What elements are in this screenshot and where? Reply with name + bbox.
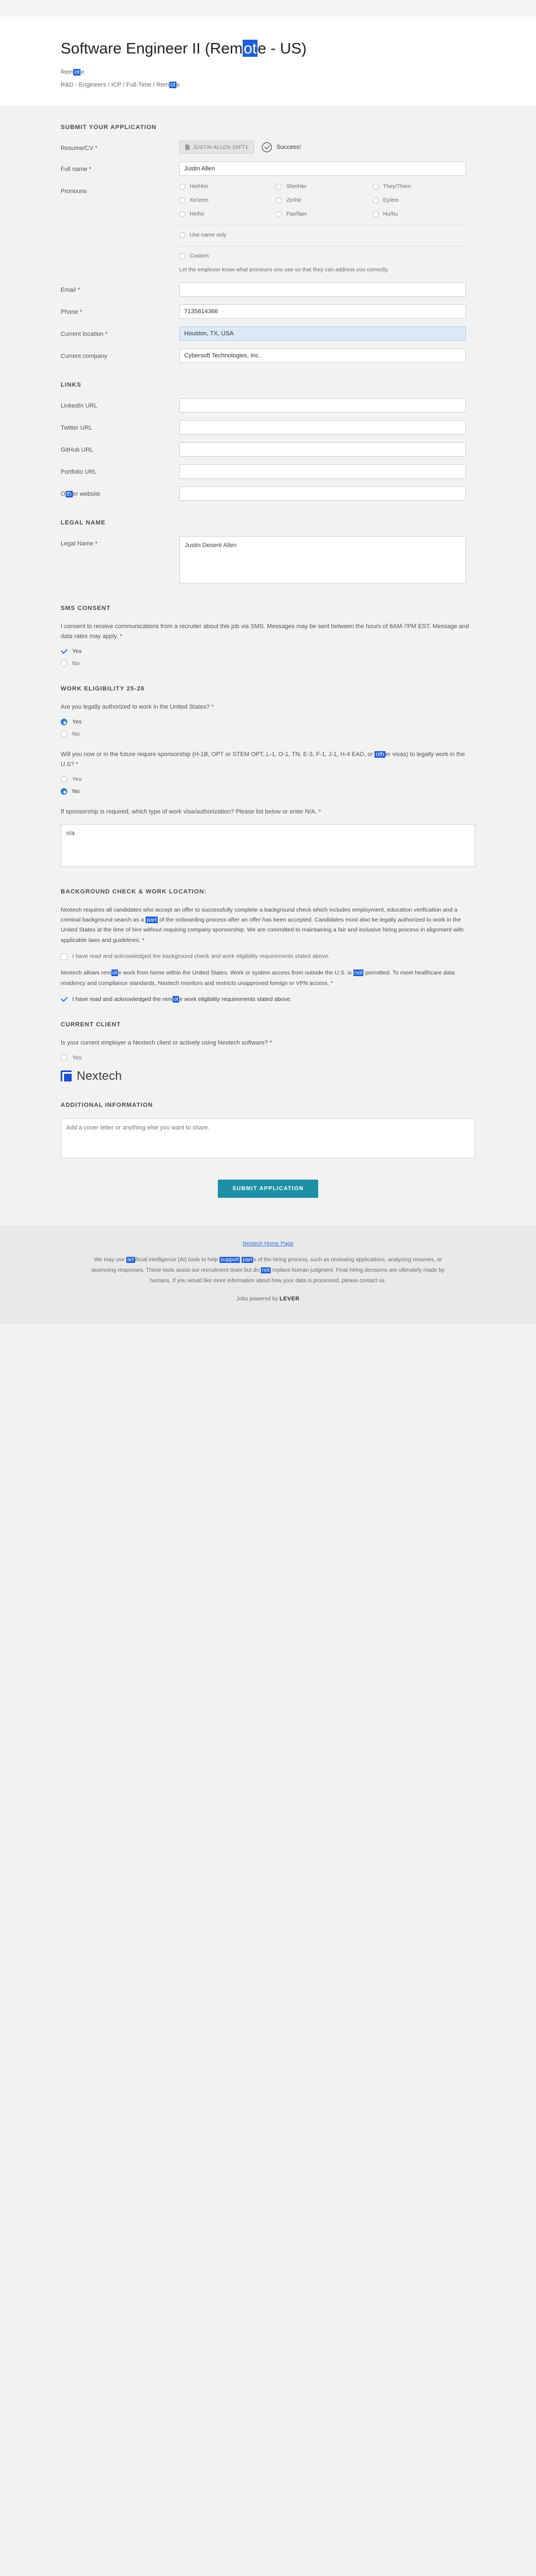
- acknowledgement-2-label: [72, 996, 292, 1003]
- divider: [179, 246, 466, 247]
- option-label: Yes: [72, 776, 82, 783]
- other-website-control: [179, 486, 466, 501]
- legal-name-control: [179, 536, 466, 586]
- ack2-highlight: ot: [173, 995, 179, 1003]
- bg-para2-highlight-2: not: [354, 970, 363, 977]
- job-title-part2: e - US): [258, 40, 307, 57]
- section-title-work-eligibility: WORK ELIGIBILITY 25-26: [61, 685, 145, 693]
- pronoun-option-she-her[interactable]: [276, 184, 369, 190]
- job-title-part1: Software Engineer II (Rem: [61, 40, 243, 57]
- pronoun-option-name-only[interactable]: [179, 232, 466, 238]
- current-client-block: [61, 1038, 475, 1083]
- work-eligibility-block: [61, 702, 475, 870]
- job-breadcrumb-highlight: ot: [170, 81, 176, 88]
- pronouns-label: Pronouns: [61, 188, 87, 195]
- legal-name-textarea[interactable]: [179, 536, 466, 583]
- linkedin-label: LinkedIn URL: [61, 402, 98, 409]
- footer-ai-disclosure: [83, 1255, 453, 1286]
- other-website-input[interactable]: [179, 486, 466, 501]
- footer-text-mid4: replace human judgment. Final hiring decisions are ultimately made by humans. If you would like more information about how your data is processed, please contact us.: [149, 1267, 445, 1284]
- bg-para1-pre: Nextech requires all candidates who accept an offer to successfully complete a background check which includes employment, education verification and a criminal background search as a: [61, 906, 458, 923]
- resume-required: *: [95, 144, 98, 152]
- work-eligibility-q1-options: [61, 719, 475, 737]
- bg-para1-post: of the onboarding process after an offer has been accepted. Candidates must also be legally authorized to work in the United States at the time of hire without requiring company sponsorship. We are committed to maintaining a fair and inclusive hiring process in alignment with applicable laws and guidelines. *: [61, 917, 464, 944]
- nextech-logo: [61, 1069, 475, 1083]
- legal-name-label-text: Legal Name: [61, 540, 94, 547]
- q2-pre: Will you now or in the future require sponsorship (H-1B, OPT or STEM OPT, L-1, O-1, TN, E-3, F-1, J-1, H-4 EAD, or: [61, 751, 375, 758]
- sms-consent-option-label: Yes: [72, 648, 82, 655]
- work-eligibility-q3: If sponsorship is required, which type of work visa/authorization? Please list below or enter N/A. *: [61, 808, 321, 816]
- section-title-legal-name: LEGAL NAME: [61, 519, 106, 526]
- powered-by: [83, 1296, 453, 1302]
- current-location-input[interactable]: [179, 326, 466, 341]
- footer-text-pre: We may use: [94, 1257, 126, 1263]
- submit-application-button[interactable]: SUBMIT APPLICATION: [218, 1180, 318, 1198]
- footer-highlight-3: part: [243, 1257, 253, 1263]
- pronoun-option-fae-faer[interactable]: [276, 211, 369, 217]
- linkedin-input[interactable]: [179, 398, 466, 413]
- nextech-logo-icon: [61, 1070, 72, 1081]
- pronoun-option-they-them[interactable]: [373, 184, 466, 190]
- field-twitter: [61, 420, 475, 435]
- pronoun-option-label: Ey/em: [383, 197, 399, 203]
- divider: [179, 225, 466, 226]
- bg-para2-mid: e work from home within the United States. Work or system access from outside the U.S. is: [118, 970, 353, 977]
- sms-consent-option-no[interactable]: [61, 660, 475, 667]
- current-location-label: [61, 326, 179, 339]
- fullname-required: *: [89, 165, 92, 173]
- field-legal-name: [61, 536, 475, 586]
- pronoun-option-label: Hu/hu: [383, 211, 398, 217]
- pronoun-option-xe-xem[interactable]: [179, 197, 272, 203]
- field-email: [61, 282, 475, 297]
- nextech-logo-text: Nextech: [77, 1069, 122, 1083]
- current-client-options: [61, 1054, 475, 1061]
- footer-highlight-4: not: [262, 1267, 270, 1274]
- current-location-required: *: [105, 330, 108, 338]
- option-label: No: [72, 731, 80, 738]
- top-strip: [0, 0, 536, 17]
- check-circle-icon: [262, 142, 272, 152]
- checkbox-icon[interactable]: [179, 197, 185, 203]
- resume-control: [179, 141, 466, 154]
- job-breadcrumb: [61, 79, 475, 91]
- other-website-label-highlight: th: [66, 490, 72, 497]
- option-label: No: [72, 788, 80, 795]
- twitter-label: Twitter URL: [61, 424, 93, 431]
- work-eligibility-q1-no[interactable]: [61, 731, 475, 737]
- background-check-acknowledgement-1[interactable]: [61, 953, 475, 960]
- radio-icon[interactable]: [61, 788, 67, 795]
- checkbox-icon[interactable]: [373, 197, 379, 203]
- legal-name-label: [61, 536, 179, 549]
- twitter-control: [179, 420, 466, 435]
- pronoun-option-label: Fae/faer: [286, 211, 307, 217]
- bg-para1-highlight: part: [147, 917, 157, 923]
- powered-by-label: Jobs powered by: [236, 1296, 278, 1303]
- section-title-links: LINKS: [61, 381, 82, 388]
- pronoun-options-grid: [179, 184, 466, 217]
- background-check-paragraph-1: [61, 905, 475, 946]
- other-website-label-pre: O: [61, 490, 66, 497]
- job-meta: [61, 67, 475, 91]
- pronoun-option-ze-hir[interactable]: [276, 197, 369, 203]
- section-title-submit-application: SUBMIT YOUR APPLICATION: [61, 124, 157, 131]
- pronoun-option-label: She/Her: [286, 183, 307, 190]
- resume-status-text: Success!: [276, 143, 301, 151]
- resume-filename: JUSTIN-ALLEN-S0FT1: [193, 144, 249, 150]
- pronouns-help-text: Let the employer know what pronouns you use so that they can address you correctly.: [179, 266, 389, 273]
- sms-consent-option-yes[interactable]: [61, 648, 475, 655]
- field-fullname: [61, 162, 475, 176]
- checkbox-icon[interactable]: [179, 253, 185, 259]
- resume-box: [179, 141, 466, 154]
- lever-logo[interactable]: LEVER: [280, 1296, 300, 1303]
- pronoun-option-custom[interactable]: [179, 253, 466, 259]
- pronoun-option-label: He/Him: [190, 183, 208, 190]
- job-title-highlight: ot: [243, 40, 257, 57]
- github-input[interactable]: [179, 442, 466, 457]
- checkbox-icon[interactable]: [276, 211, 282, 217]
- resume-label-text: Resume/CV: [61, 144, 94, 152]
- fullname-control: [179, 162, 466, 176]
- background-check-acknowledgement-2[interactable]: [61, 996, 475, 1003]
- resume-upload-status: [262, 142, 301, 152]
- pronoun-option-hir-hir[interactable]: [179, 211, 272, 217]
- resume-label: [61, 141, 179, 153]
- footer-highlight-1: art: [127, 1257, 134, 1263]
- check-icon: [61, 648, 67, 655]
- phone-required: *: [79, 308, 83, 315]
- work-eligibility-q2-options: [61, 776, 475, 795]
- job-breadcrumb-pre: R&D - Engineers / ICP / Full-Time / Rem: [61, 81, 169, 88]
- background-check-paragraph-2: [61, 968, 475, 988]
- phone-label: [61, 304, 179, 317]
- current-location-control: [179, 326, 466, 341]
- sms-consent-options: [61, 648, 475, 667]
- acknowledgement-1-label: I have read and acknowledged the background check and work eligibility requirements stated above.: [72, 953, 330, 960]
- section-title-current-client: CURRENT CLIENT: [61, 1021, 121, 1028]
- current-company-input[interactable]: [179, 349, 466, 363]
- job-breadcrumb-post: e: [176, 81, 180, 88]
- work-eligibility-q1: Are you legally authorized to work in the United States? *: [61, 704, 214, 711]
- sponsorship-textarea[interactable]: [61, 824, 475, 867]
- resume-file-chip[interactable]: [179, 141, 254, 154]
- job-header: [0, 17, 536, 105]
- field-current-location: [61, 326, 475, 341]
- twitter-input[interactable]: [179, 420, 466, 435]
- linkedin-control: [179, 398, 466, 413]
- sms-consent-option-label: No: [72, 660, 80, 667]
- email-label: [61, 282, 179, 295]
- q2-post: er visas) to legally work in the U.S? *: [61, 751, 465, 768]
- checkbox-icon[interactable]: [373, 184, 379, 190]
- phone-field[interactable]: [179, 304, 466, 319]
- checkbox-icon[interactable]: [61, 954, 67, 960]
- field-other-website: [61, 486, 475, 501]
- bg-para2-highlight-1: ot: [112, 970, 117, 977]
- pronoun-option-label: They/Them: [383, 183, 411, 190]
- pronouns-control: [179, 184, 466, 275]
- pronoun-option-hu-hu[interactable]: [373, 211, 466, 217]
- sms-consent-block: [61, 622, 475, 667]
- footer-text-mid3: s of the hiring process, such as reviewing applications, analyzing resumes, or assessing responses. These tools assist our recruitment team but do: [91, 1257, 442, 1274]
- pronoun-option-label: Ze/Hir: [286, 197, 302, 203]
- pronoun-option-label: Xe/xem: [190, 197, 208, 203]
- pronoun-option-label: Hir/hir: [190, 211, 205, 217]
- checkbox-icon[interactable]: [276, 197, 282, 203]
- email-required: *: [77, 286, 80, 293]
- current-location-label-text: Current location: [61, 330, 104, 338]
- checkbox-icon[interactable]: [373, 211, 379, 217]
- work-eligibility-q1-yes[interactable]: [61, 719, 475, 725]
- phone-label-text: Phone: [61, 308, 78, 315]
- checkbox-icon[interactable]: [179, 184, 185, 190]
- work-eligibility-q2: [61, 749, 475, 769]
- job-location-post: e: [81, 69, 84, 76]
- pronoun-option-ey-em[interactable]: [373, 197, 466, 203]
- option-label: Yes: [72, 719, 82, 726]
- section-title-background-check: BACKGROUND CHECK & WORK LOCATION:: [61, 888, 207, 895]
- ack2-pre: I have read and acknowledged the rem: [72, 995, 173, 1003]
- checkbox-icon[interactable]: [179, 232, 185, 238]
- field-portfolio: [61, 464, 475, 479]
- portfolio-label: Portfolio URL: [61, 468, 97, 475]
- radio-icon[interactable]: [61, 660, 67, 667]
- document-icon: [185, 144, 190, 150]
- current-client-option-yes[interactable]: [61, 1054, 475, 1061]
- section-title-additional-information: ADDITIONAL INFORMATION: [61, 1102, 153, 1109]
- checkbox-icon[interactable]: [276, 184, 282, 190]
- fullname-label: [61, 162, 179, 174]
- footer-text-mid1: ificial intelligence (AI) tools to help: [135, 1257, 220, 1263]
- email-control: [179, 282, 466, 297]
- bg-para2-post: permitted. To meet healthcare data residency and compliance standards, Nextech monitors and restricts unapproved foreign or VPN access. *: [61, 970, 455, 987]
- background-check-block: [61, 905, 475, 1003]
- work-eligibility-q2-yes[interactable]: [61, 776, 475, 783]
- form-band: [0, 105, 536, 1225]
- job-location-highlight: ot: [74, 69, 80, 76]
- page-title: [61, 39, 475, 58]
- radio-icon[interactable]: [61, 1054, 67, 1061]
- github-control: [179, 442, 466, 457]
- current-company-label: Current company: [61, 352, 108, 360]
- other-website-label-post: er website: [72, 490, 100, 497]
- job-location-pre: Rem: [61, 69, 74, 76]
- portfolio-control: [179, 464, 466, 479]
- radio-icon[interactable]: [61, 719, 67, 725]
- pronoun-custom-label: Custom: [190, 253, 209, 259]
- q2-highlight: oth: [376, 751, 384, 758]
- job-location: [61, 67, 475, 78]
- email-label-text: Email: [61, 286, 76, 293]
- footer-highlight-2: support: [221, 1257, 239, 1263]
- field-linkedin: [61, 398, 475, 413]
- check-icon: [61, 996, 67, 1003]
- legal-name-required: *: [95, 540, 98, 547]
- field-phone: [61, 304, 475, 319]
- field-pronouns: [61, 184, 475, 275]
- section-title-sms-consent: SMS CONSENT: [61, 604, 111, 612]
- field-current-company: [61, 349, 475, 363]
- fullname-input[interactable]: [179, 162, 466, 176]
- current-company-control: [179, 349, 466, 363]
- submit-wrap: [61, 1180, 475, 1198]
- bg-para2-pre: Nextech allows rem: [61, 970, 111, 977]
- field-resume: [61, 141, 475, 154]
- work-eligibility-q2-no[interactable]: [61, 788, 475, 795]
- cover-letter-textarea[interactable]: [61, 1118, 475, 1158]
- fullname-label-text: Full name: [61, 165, 88, 173]
- application-form: [0, 120, 536, 1225]
- radio-icon[interactable]: [61, 776, 67, 783]
- pronoun-option-he-him[interactable]: [179, 184, 272, 190]
- phone-control: [179, 304, 466, 319]
- sms-consent-text: I consent to receive communications from a recruiter about this job via SMS. Messages may be sent between the hours of 8AM-7PM EST. Message and data rates may apply. *: [61, 623, 469, 640]
- portfolio-input[interactable]: [179, 464, 466, 479]
- ack2-post: e work eligibility requirements stated above.: [179, 995, 292, 1003]
- nextech-home-page-link[interactable]: Nextech Home Page: [242, 1241, 294, 1247]
- current-client-question: Is your current employer a Nextech client or actively using Nextech software? *: [61, 1039, 272, 1046]
- additional-information-block: [61, 1118, 475, 1161]
- other-website-label: [61, 486, 179, 499]
- email-field[interactable]: [179, 282, 466, 297]
- radio-icon[interactable]: [61, 731, 67, 737]
- field-github: [61, 442, 475, 457]
- github-label: GitHub URL: [61, 446, 94, 453]
- pronoun-name-only-label: Use name only: [190, 232, 227, 238]
- checkbox-icon[interactable]: [179, 211, 185, 217]
- option-label: Yes: [72, 1054, 82, 1062]
- footer: [0, 1225, 536, 1324]
